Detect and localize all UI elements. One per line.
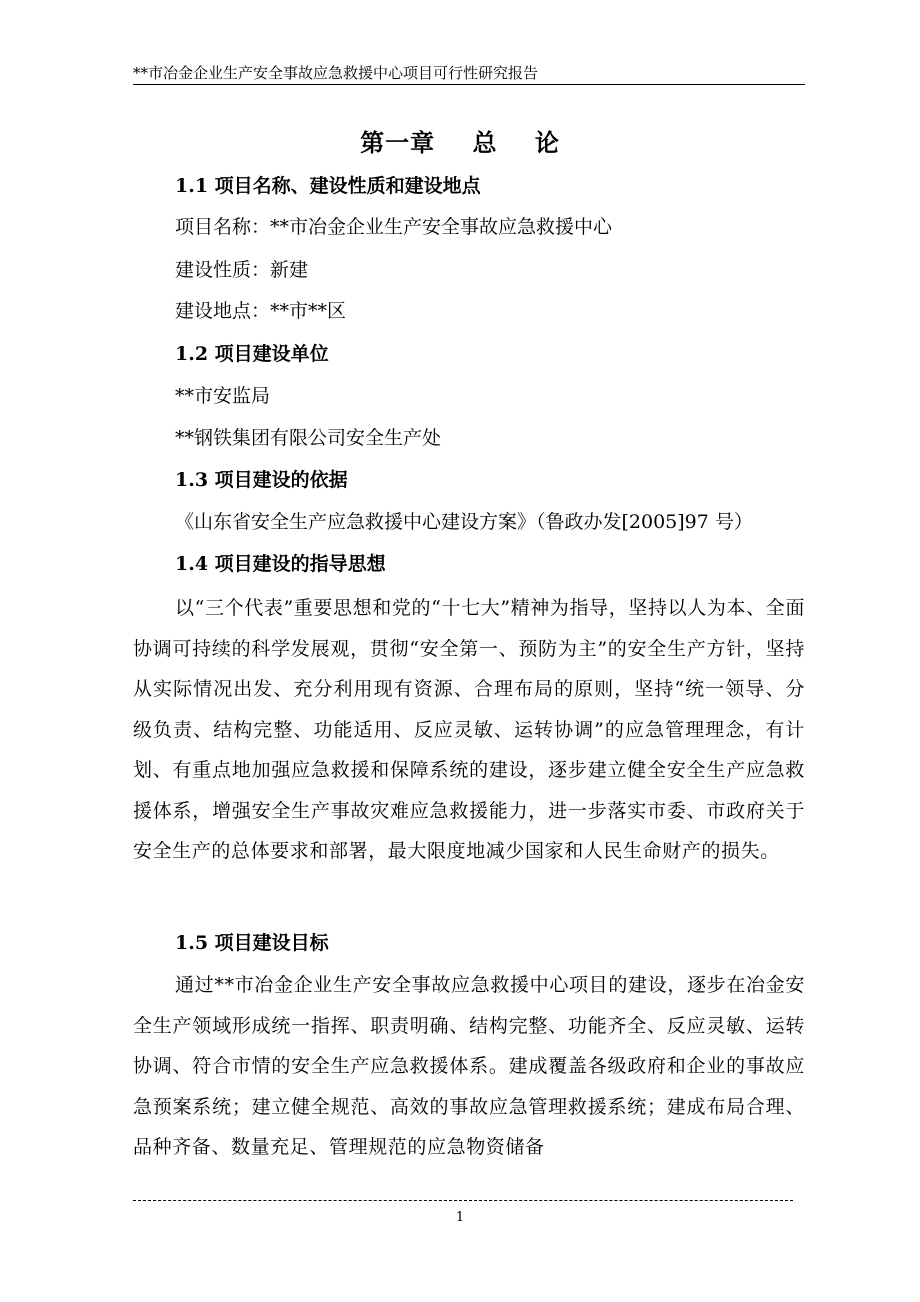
- section-heading-1-2: 1.2 项目建设单位: [175, 343, 329, 365]
- construction-goal-paragraph: 通过**市冶金企业生产安全事故应急救援中心项目的建设，逐步在冶金安全生产领域形成统一指挥、职责明确、结构完整、功能齐全、反应灵敏、运转协调、符合市情的安全生产应急救援体系。建成覆盖各级政府和企业的事故应急预案系统；建立健全规范、高效的事故应急管理救援系统；建成布局合理、品种齐备、数量充足、管理规范的应急物资储备: [133, 974, 805, 1158]
- chapter-title: 第一章 总 论: [360, 128, 560, 157]
- header-rule: [133, 84, 805, 85]
- construction-unit-2: **钢铁集团有限公司安全生产处: [175, 427, 442, 449]
- section-heading-1-1: 1.1 项目名称、建设性质和建设地点: [175, 175, 481, 197]
- section-heading-1-4: 1.4 项目建设的指导思想: [175, 553, 386, 575]
- page-number: 1: [455, 1210, 465, 1225]
- section-heading-1-5: 1.5 项目建设目标: [175, 932, 329, 954]
- guiding-ideology-paragraph: 以“三个代表”重要思想和党的“十七大”精神为指导，坚持以人为本、全面协调可持续的科学发展观，贯彻“安全第一、预防为主”的安全生产方针，坚持从实际情况出发、充分利用现有资源、合理布局的原则，坚持“统一领导、分级负责、结构完整、功能适用、反应灵敏、运转协调”的应急管理理念，有计划、有重点地加强应急救援和保障系统的建设，逐步建立健全安全生产应急救援体系，增强安全生产事故灾难应急救援能力，进一步落实市委、市政府关于安全生产的总体要求和部署，最大限度地减少国家和人民生命财产的损失。: [133, 597, 805, 862]
- project-nature-line: 建设性质：新建: [175, 259, 309, 281]
- project-name-line: 项目名称：**市冶金企业生产安全事故应急救援中心: [175, 216, 613, 238]
- section-heading-1-3: 1.3 项目建设的依据: [175, 469, 348, 491]
- project-location-line: 建设地点：**市**区: [175, 300, 347, 322]
- construction-basis: 《山东省安全生产应急救援中心建设方案》（鲁政办发[2005]97 号）: [175, 511, 753, 533]
- running-header: **市冶金企业生产安全事故应急救援中心项目可行性研究报告: [133, 64, 539, 82]
- footer-rule: [133, 1200, 793, 1201]
- construction-unit-1: **市安监局: [175, 385, 271, 407]
